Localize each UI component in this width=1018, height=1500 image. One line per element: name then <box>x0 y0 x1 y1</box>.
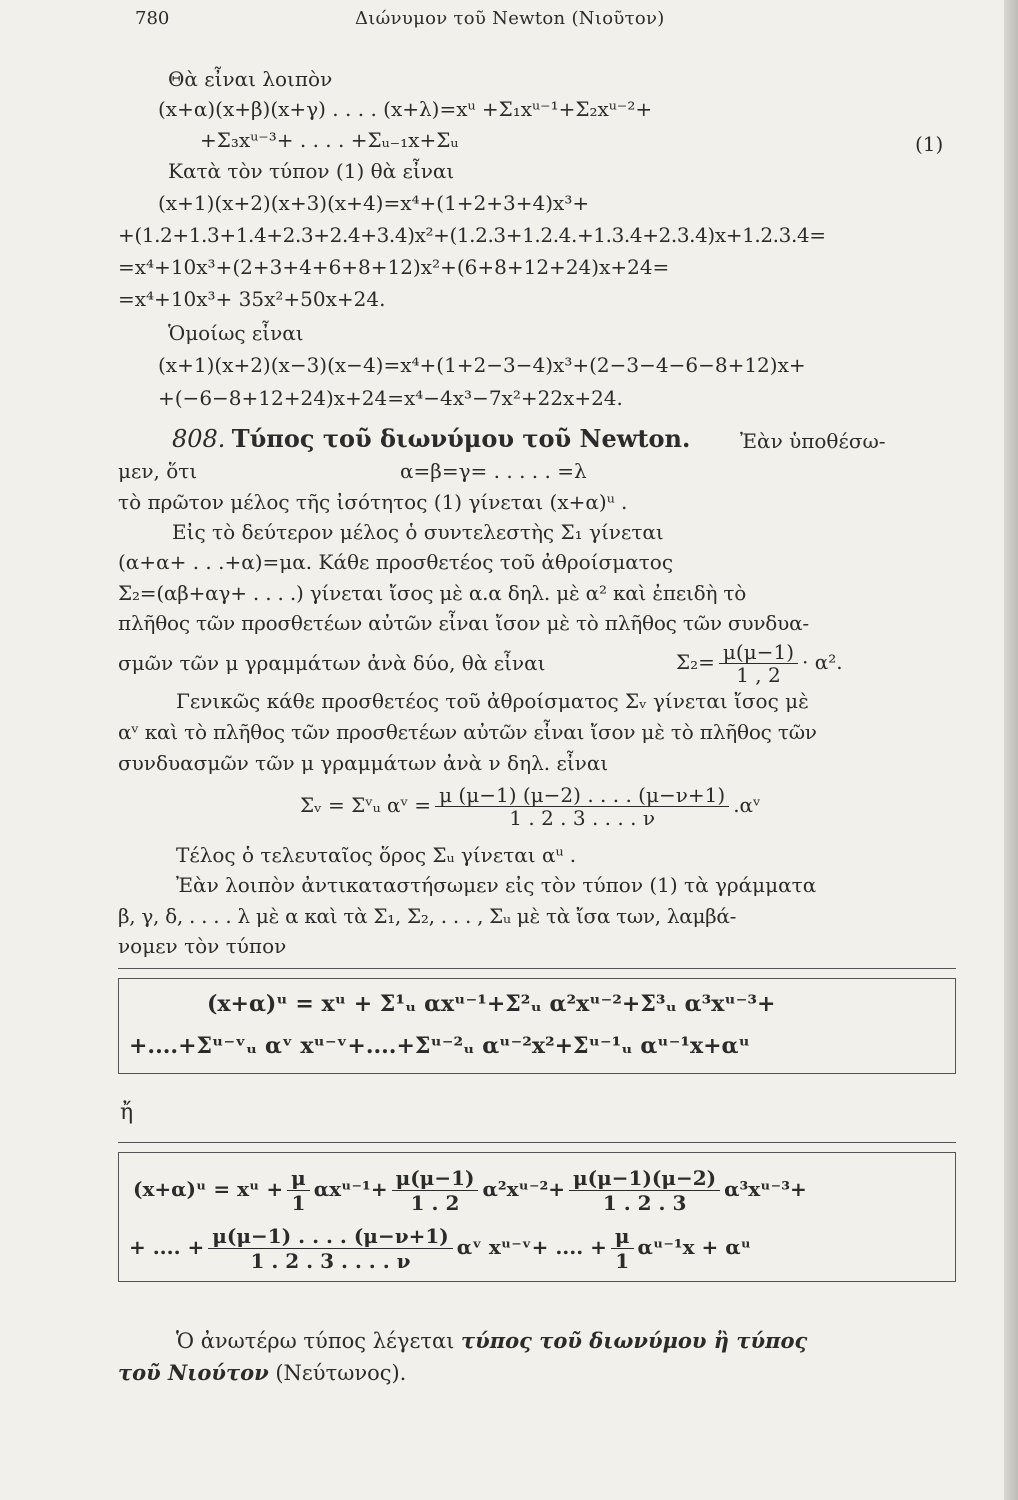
formula-lhs: Σ₂= <box>676 650 715 674</box>
page-edge-shadow <box>1004 0 1018 1500</box>
formula-term: α²xᵘ⁻²+ <box>482 1177 566 1201</box>
text-line: Ὁμοίως εἶναι <box>168 321 304 345</box>
denominator: 1 <box>291 1191 306 1215</box>
text-line: Σ₂=(αβ+αγ+ . . . .) γίνεται ἴσος μὲ α.α δηλ. μὲ α² καὶ ἐπειδὴ τὸ <box>118 581 747 605</box>
formula-term: αᵘ⁻¹x + αᵘ <box>637 1235 752 1259</box>
equation-line: (x+1)(x+2)(x+3)(x+4)=x⁴+(1+2+3+4)x³+ <box>158 191 590 215</box>
denominator: 1 . 2 . 3 . . . . ν <box>509 806 655 830</box>
formula-sigma-nu <box>300 780 761 830</box>
equation-line: (x+1)(x+2)(x−3)(x−4)=x⁴+(1+2−3−4)x³+(2−3−4−6−8+12)x+ <box>158 353 806 377</box>
section-heading <box>172 424 690 455</box>
text-line: Γενικῶς κάθε προσθετέος τοῦ ἀθροίσματος Σᵥ γίνεται ἴσος μὲ <box>176 689 809 713</box>
closing-line <box>176 1328 807 1354</box>
text-line: τὸ πρῶτον μέλος τῆς ἰσότητος (1) γίνεται (x+α)ᵘ . <box>118 490 628 514</box>
text-line: Τέλος ὁ τελευταῖος ὅρος Σᵤ γίνεται αᵘ . <box>176 843 577 867</box>
denominator: 1 <box>615 1249 630 1273</box>
denominator: 1 , 2 <box>736 663 781 687</box>
equation-number: (1) <box>915 132 944 156</box>
formula-name: τοῦ Νιούτον <box>118 1360 269 1385</box>
fraction <box>392 1166 479 1215</box>
text-line: αᵛ καὶ τὸ πλῆθος τῶν προσθετέων αὐτῶν εἶναι ἴσον μὲ τὸ πλῆθος τῶν <box>118 720 817 744</box>
closing-line <box>118 1360 406 1386</box>
fraction <box>611 1224 634 1273</box>
numerator: μ(μ−1) . . . . (μ−ν+1) <box>208 1224 452 1249</box>
closing-text: (Νεύτωνος). <box>275 1361 407 1385</box>
closing-text: Ὁ ἀνωτέρω τύπος λέγεται <box>176 1329 455 1353</box>
section-title: Τύπος τοῦ διωνύμου τοῦ Newton. <box>231 424 691 453</box>
text-line: σμῶν τῶν μ γραμμάτων ἀνὰ δύο, θὰ εἶναι <box>118 651 546 675</box>
text-line: Κατὰ τὸν τύπον (1) θὰ εἶναι <box>168 159 455 183</box>
rule <box>118 1142 956 1143</box>
fraction <box>435 784 729 829</box>
fraction <box>719 641 798 686</box>
formula-lhs: Σᵥ = Σᵛᵤ αᵛ = <box>300 793 432 817</box>
formula-tail: · α². <box>802 650 843 674</box>
equation-inline: α=β=γ= . . . . . =λ <box>400 459 587 483</box>
text-line: Ἐὰν ὑποθέσω- <box>740 429 886 453</box>
numerator: μ <box>287 1166 310 1191</box>
text-line: β, γ, δ, . . . . λ μὲ α καὶ τὰ Σ₁, Σ₂, . . . , Σᵤ μὲ τὰ ἴσα των, λαμβά- <box>118 904 737 928</box>
equation-line: +Σ₃xᵘ⁻³+ . . . . +Σᵤ₋₁x+Σᵤ <box>200 128 459 152</box>
rule <box>118 968 956 969</box>
formula-line <box>129 1219 751 1275</box>
numerator: μ(μ−1) <box>719 641 798 664</box>
formula-tail: .αᵛ <box>733 793 761 817</box>
text-line: συνδυασμῶν τῶν μ γραμμάτων ἀνὰ ν δηλ. εἶναι <box>118 751 609 775</box>
formula-term: α³xᵘ⁻³+ <box>724 1177 807 1201</box>
text-line: Θὰ εἶναι λοιπὸν <box>168 67 333 91</box>
formula-name: τύπος τοῦ διωνύμου ἢ τύπος <box>461 1328 808 1353</box>
numerator: μ <box>611 1224 634 1249</box>
denominator: 1 . 2 . 3 <box>602 1191 687 1215</box>
fraction <box>287 1166 310 1215</box>
text-line: μεν, ὅτι <box>118 459 198 483</box>
formula-term: (x+α)ᵘ = xᵘ + <box>133 1177 284 1201</box>
page-number: 780 <box>135 8 170 29</box>
binomial-formula-box-1 <box>118 978 956 1074</box>
binomial-formula-box-2 <box>118 1152 956 1282</box>
denominator: 1 . 2 <box>410 1191 460 1215</box>
text-line: Ἐὰν λοιπὸν ἀντικαταστήσωμεν εἰς τὸν τύπον (1) τὰ γράμματα <box>176 873 817 897</box>
text-line: Εἰς τὸ δεύτερον μέλος ὁ συντελεστὴς Σ₁ γίνεται <box>172 520 664 544</box>
equation-line: +(−6−8+12+24)x+24=x⁴−4x³−7x²+22x+24. <box>158 386 623 410</box>
formula-line: (x+α)ᵘ = xᵘ + Σ¹ᵤ αxᵘ⁻¹+Σ²ᵤ α²xᵘ⁻²+Σ³ᵤ α³xᵘ⁻³+ <box>207 991 776 1017</box>
formula-line <box>133 1161 807 1217</box>
text-line: (α+α+ . . .+α)=μα. Κάθε προσθετέος τοῦ ἀθροίσματος <box>118 550 674 574</box>
formula-term: αᵛ xᵘ⁻ᵛ+ .... + <box>456 1235 607 1259</box>
running-title: Διώνυμον τοῦ Newton (Νιοῦτον) <box>355 8 665 29</box>
text-line: πλῆθος τῶν προσθετέων αὐτῶν εἶναι ἴσον μὲ τὸ πλῆθος τῶν συνδυα- <box>118 611 809 635</box>
formula-line: +....+Σᵘ⁻ᵛᵤ αᵛ xᵘ⁻ᵛ+....+Σᵘ⁻²ᵤ αᵘ⁻²x²+Σᵘ⁻¹ᵤ αᵘ⁻¹x+αᵘ <box>129 1033 750 1059</box>
fraction <box>569 1166 720 1215</box>
text-line: νομεν τὸν τύπον <box>118 934 287 958</box>
formula-term: αxᵘ⁻¹+ <box>313 1177 388 1201</box>
denominator: 1 . 2 . 3 . . . . ν <box>250 1249 411 1273</box>
section-number: 808. <box>172 425 226 453</box>
numerator: μ(μ−1) <box>392 1166 479 1191</box>
equation-line: (x+α)(x+β)(x+γ) . . . . (x+λ)=xᵘ +Σ₁xᵘ⁻¹+Σ₂xᵘ⁻²+ <box>158 97 653 121</box>
equation-line: +(1.2+1.3+1.4+2.3+2.4+3.4)x²+(1.2.3+1.2.4.+1.3.4+2.3.4)x+1.2.3.4= <box>118 223 826 247</box>
fraction <box>208 1224 452 1273</box>
formula-term: + .... + <box>129 1235 205 1259</box>
formula-s2 <box>676 638 843 686</box>
equation-line: =x⁴+10x³+ 35x²+50x+24. <box>118 287 386 311</box>
or-word: ἤ <box>120 1100 134 1125</box>
equation-line: =x⁴+10x³+(2+3+4+6+8+12)x²+(6+8+12+24)x+24= <box>118 255 670 279</box>
numerator: μ (μ−1) (μ−2) . . . . (μ−ν+1) <box>435 784 729 807</box>
numerator: μ(μ−1)(μ−2) <box>569 1166 720 1191</box>
